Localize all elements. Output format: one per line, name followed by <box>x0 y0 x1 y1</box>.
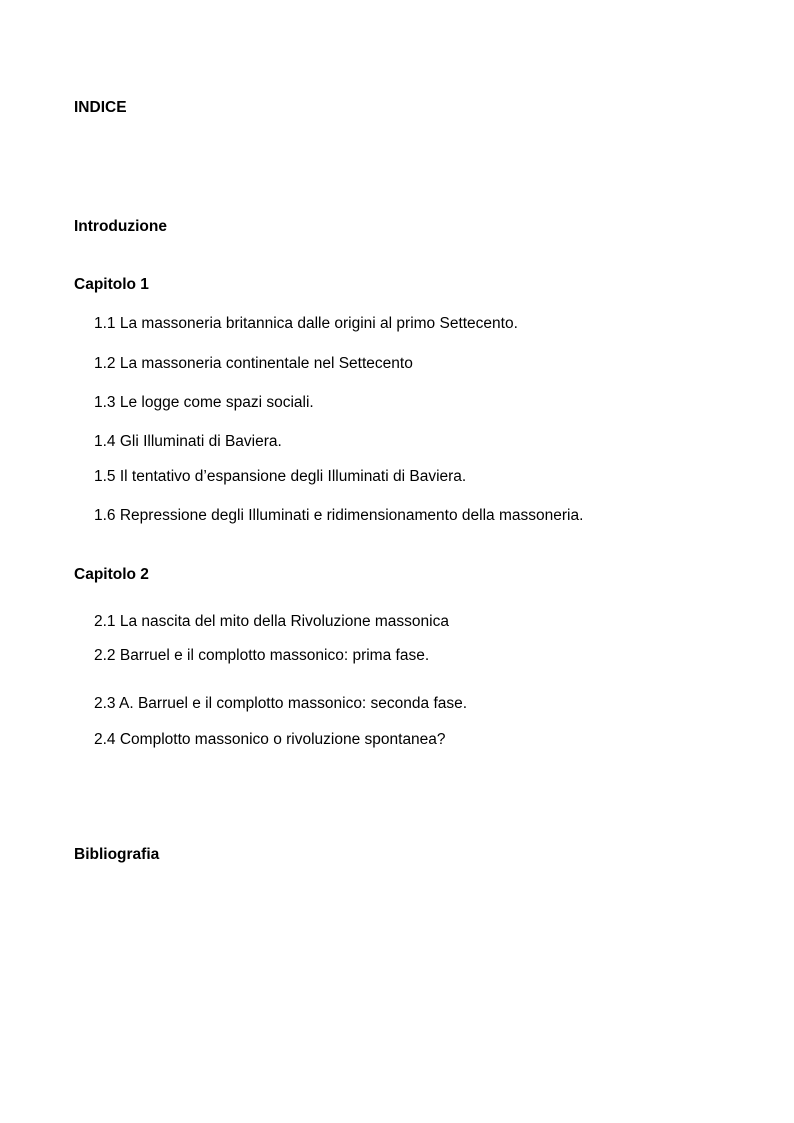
toc-heading-capitolo-2: Capitolo 2 <box>74 566 149 583</box>
toc-heading-capitolo-1: Capitolo 1 <box>74 276 149 293</box>
toc-item-2-4: 2.4 Complotto massonico o rivoluzione spontanea? <box>94 731 446 748</box>
toc-item-1-2: 1.2 La massoneria continentale nel Settecento <box>94 355 413 372</box>
toc-item-1-5: 1.5 Il tentativo d’espansione degli Illuminati di Baviera. <box>94 468 467 485</box>
toc-item-1-6: 1.6 Repressione degli Illuminati e ridimensionamento della massoneria. <box>94 507 584 524</box>
toc-item-2-1: 2.1 La nascita del mito della Rivoluzione massonica <box>94 613 449 630</box>
toc-heading-bibliografia: Bibliografia <box>74 846 160 863</box>
toc-item-2-2: 2.2 Barruel e il complotto massonico: prima fase. <box>94 647 430 664</box>
toc-item-1-1: 1.1 La massoneria britannica dalle origini al primo Settecento. <box>94 315 518 332</box>
toc-item-2-3: 2.3 A. Barruel e il complotto massonico: seconda fase. <box>94 695 468 712</box>
page-title: INDICE <box>74 99 127 116</box>
toc-item-1-3: 1.3 Le logge come spazi sociali. <box>94 394 314 411</box>
toc-heading-introduzione: Introduzione <box>74 218 167 235</box>
toc-item-1-4: 1.4 Gli Illuminati di Baviera. <box>94 433 282 450</box>
